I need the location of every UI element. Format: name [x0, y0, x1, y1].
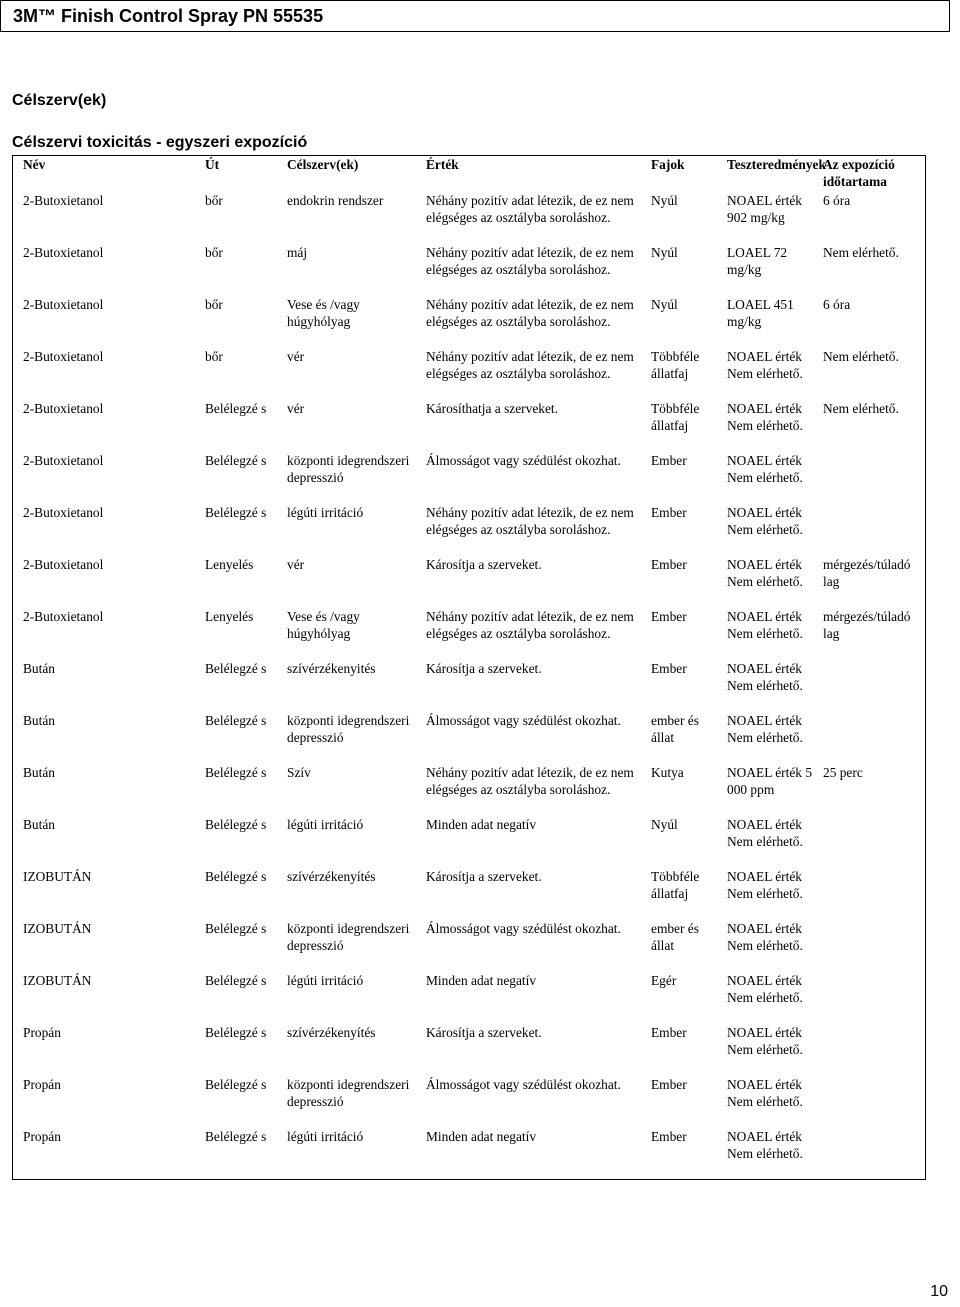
- target-organ-cell: szívérzékenyítés: [287, 1025, 376, 1040]
- page-number: 10: [930, 1283, 948, 1300]
- species-cell: Nyúl: [651, 817, 678, 832]
- substance-name-cell: Bután: [23, 765, 55, 780]
- species-cell: Ember: [651, 453, 687, 468]
- document-header: [0, 0, 950, 32]
- value-description-cell: Károsíthatja a szerveket.: [426, 401, 558, 416]
- substance-name-cell: Propán: [23, 1077, 61, 1092]
- test-result-cell: NOAEL érték Nem elérhető.: [727, 1129, 803, 1161]
- value-description-cell: Károsítja a szerveket.: [426, 661, 542, 676]
- exposure-route-cell: Belélegzé s: [205, 661, 267, 676]
- table-row: [13, 1024, 925, 1076]
- table-row: [13, 1128, 925, 1180]
- test-result-cell: NOAEL érték Nem elérhető.: [727, 1025, 803, 1057]
- species-cell: Egér: [651, 973, 677, 988]
- substance-name-cell: 2-Butoxietanol: [23, 609, 104, 624]
- target-organ-cell: központi idegrendszeri depresszió: [287, 1077, 410, 1109]
- exposure-duration-cell: Nem elérhető.: [823, 245, 899, 260]
- column-header: Az expozíció időtartama: [823, 157, 895, 189]
- species-cell: Többféle állatfaj: [651, 349, 700, 381]
- value-description-cell: Néhány pozitív adat létezik, de ez nem elégséges az osztályba soroláshoz.: [426, 349, 634, 381]
- exposure-duration-cell: 25 perc: [823, 765, 863, 780]
- column-header: Célszerv(ek): [287, 157, 359, 172]
- table-row: [13, 296, 925, 348]
- exposure-route-cell: Belélegzé s: [205, 817, 267, 832]
- species-cell: Ember: [651, 1077, 687, 1092]
- test-result-cell: NOAEL érték Nem elérhető.: [727, 921, 803, 953]
- exposure-duration-cell: [817, 816, 925, 868]
- exposure-route-cell: Lenyelés: [205, 609, 254, 624]
- exposure-duration-cell: 6 óra: [823, 193, 851, 208]
- column-header: Érték: [426, 157, 459, 172]
- exposure-duration-cell: [817, 1076, 925, 1128]
- table-row: [13, 556, 925, 608]
- exposure-route-cell: Belélegzé s: [205, 453, 267, 468]
- substance-name-cell: 2-Butoxietanol: [23, 349, 104, 364]
- table-header-row: [13, 156, 925, 192]
- species-cell: Ember: [651, 1025, 687, 1040]
- value-description-cell: Minden adat negatív: [426, 973, 537, 988]
- value-description-cell: Károsítja a szerveket.: [426, 869, 542, 884]
- test-result-cell: NOAEL érték Nem elérhető.: [727, 713, 803, 745]
- species-cell: Kutya: [651, 765, 684, 780]
- target-organ-cell: vér: [287, 401, 305, 416]
- exposure-duration-cell: [817, 920, 925, 972]
- target-organ-cell: szívérzékenyítés: [287, 869, 376, 884]
- exposure-duration-cell: [817, 712, 925, 764]
- target-organ-cell: légúti irritáció: [287, 973, 364, 988]
- column-header: Út: [205, 157, 220, 172]
- test-result-cell: NOAEL érték Nem elérhető.: [727, 973, 803, 1005]
- target-organ-cell: máj: [287, 245, 308, 260]
- exposure-duration-cell: [817, 504, 925, 556]
- test-result-cell: NOAEL érték Nem elérhető.: [727, 817, 803, 849]
- test-result-cell: NOAEL érték Nem elérhető.: [727, 453, 803, 485]
- target-organ-cell: vér: [287, 349, 305, 364]
- substance-name-cell: 2-Butoxietanol: [23, 453, 104, 468]
- value-description-cell: Álmosságot vagy szédülést okozhat.: [426, 921, 621, 936]
- test-result-cell: LOAEL 451 mg/kg: [727, 297, 794, 329]
- value-description-cell: Károsítja a szerveket.: [426, 557, 542, 572]
- value-description-cell: Néhány pozitív adat létezik, de ez nem elégséges az osztályba soroláshoz.: [426, 297, 634, 329]
- exposure-duration-cell: [817, 868, 925, 920]
- table-row: [13, 452, 925, 504]
- exposure-route-cell: Belélegzé s: [205, 1129, 267, 1144]
- test-result-cell: NOAEL érték 5 000 ppm: [727, 765, 813, 797]
- value-description-cell: Néhány pozitív adat létezik, de ez nem elégséges az osztályba soroláshoz.: [426, 245, 634, 277]
- exposure-route-cell: bőr: [205, 349, 223, 364]
- test-result-cell: NOAEL érték Nem elérhető.: [727, 349, 803, 381]
- target-organ-cell: központi idegrendszeri depresszió: [287, 453, 410, 485]
- species-cell: Többféle állatfaj: [651, 869, 700, 901]
- test-result-cell: NOAEL érték Nem elérhető.: [727, 505, 803, 537]
- value-description-cell: Néhány pozitív adat létezik, de ez nem elégséges az osztályba soroláshoz.: [426, 609, 634, 641]
- species-cell: ember és állat: [651, 713, 699, 745]
- exposure-duration-cell: Nem elérhető.: [823, 401, 899, 416]
- substance-name-cell: 2-Butoxietanol: [23, 245, 104, 260]
- document-title: 3M™ Finish Control Spray PN 55535: [13, 6, 324, 26]
- table-row: [13, 712, 925, 764]
- exposure-route-cell: Belélegzé s: [205, 869, 267, 884]
- column-header: Fajok: [651, 157, 685, 172]
- substance-name-cell: Propán: [23, 1129, 61, 1144]
- substance-name-cell: Bután: [23, 713, 55, 728]
- table-row: [13, 192, 925, 244]
- section-subheading: Célszervi toxicitás - egyszeri expozíció: [12, 134, 308, 151]
- species-cell: Ember: [651, 1129, 687, 1144]
- value-description-cell: Néhány pozitív adat létezik, de ez nem elégséges az osztályba soroláshoz.: [426, 505, 634, 537]
- toxicity-table-frame: [12, 155, 926, 1180]
- test-result-cell: NOAEL érték Nem elérhető.: [727, 1077, 803, 1109]
- target-organ-cell: vér: [287, 557, 305, 572]
- table-row: [13, 972, 925, 1024]
- target-organ-cell: szívérzékenyités: [287, 661, 376, 676]
- species-cell: Ember: [651, 609, 687, 624]
- exposure-route-cell: Belélegzé s: [205, 505, 267, 520]
- test-result-cell: NOAEL érték Nem elérhető.: [727, 609, 803, 641]
- substance-name-cell: 2-Butoxietanol: [23, 193, 104, 208]
- table-row: [13, 244, 925, 296]
- target-organ-cell: Vese és /vagy húgyhólyag: [287, 609, 360, 641]
- substance-name-cell: 2-Butoxietanol: [23, 297, 104, 312]
- species-cell: Ember: [651, 557, 687, 572]
- exposure-route-cell: Belélegzé s: [205, 765, 267, 780]
- table-row: [13, 608, 925, 660]
- exposure-route-cell: bőr: [205, 245, 223, 260]
- table-row: [13, 1076, 925, 1128]
- toxicity-table: [13, 156, 925, 1180]
- test-result-cell: NOAEL érték Nem elérhető.: [727, 869, 803, 901]
- exposure-duration-cell: 6 óra: [823, 297, 851, 312]
- exposure-route-cell: Belélegzé s: [205, 921, 267, 936]
- table-row: [13, 400, 925, 452]
- table-row: [13, 660, 925, 712]
- target-organ-cell: légúti irritáció: [287, 817, 364, 832]
- column-header: Név: [23, 157, 46, 172]
- table-row: [13, 868, 925, 920]
- substance-name-cell: IZOBUTÁN: [23, 973, 92, 988]
- target-organ-cell: légúti irritáció: [287, 1129, 364, 1144]
- table-row: [13, 504, 925, 556]
- substance-name-cell: IZOBUTÁN: [23, 921, 92, 936]
- exposure-route-cell: bőr: [205, 297, 223, 312]
- table-row: [13, 348, 925, 400]
- section-heading: Célszerv(ek): [12, 92, 107, 109]
- exposure-duration-cell: mérgezés/túladó lag: [823, 609, 911, 641]
- value-description-cell: Néhány pozitív adat létezik, de ez nem elégséges az osztályba soroláshoz.: [426, 193, 634, 225]
- exposure-route-cell: Belélegzé s: [205, 1077, 267, 1092]
- value-description-cell: Álmosságot vagy szédülést okozhat.: [426, 453, 621, 468]
- target-organ-cell: Szív: [287, 765, 311, 780]
- test-result-cell: NOAEL érték Nem elérhető.: [727, 401, 803, 433]
- species-cell: Nyúl: [651, 297, 678, 312]
- test-result-cell: LOAEL 72 mg/kg: [727, 245, 788, 277]
- value-description-cell: Néhány pozitív adat létezik, de ez nem elégséges az osztályba soroláshoz.: [426, 765, 634, 797]
- value-description-cell: Álmosságot vagy szédülést okozhat.: [426, 713, 621, 728]
- value-description-cell: Álmosságot vagy szédülést okozhat.: [426, 1077, 621, 1092]
- test-result-cell: NOAEL érték 902 mg/kg: [727, 193, 802, 225]
- value-description-cell: Minden adat negatív: [426, 1129, 537, 1144]
- species-cell: Nyúl: [651, 193, 678, 208]
- table-body: [13, 192, 925, 1180]
- substance-name-cell: 2-Butoxietanol: [23, 401, 104, 416]
- substance-name-cell: IZOBUTÁN: [23, 869, 92, 884]
- exposure-route-cell: Belélegzé s: [205, 401, 267, 416]
- value-description-cell: Minden adat negatív: [426, 817, 537, 832]
- table-row: [13, 764, 925, 816]
- exposure-route-cell: Belélegzé s: [205, 1025, 267, 1040]
- exposure-duration-cell: [817, 452, 925, 504]
- target-organ-cell: központi idegrendszeri depresszió: [287, 713, 410, 745]
- table-row: [13, 920, 925, 972]
- target-organ-cell: légúti irritáció: [287, 505, 364, 520]
- test-result-cell: NOAEL érték Nem elérhető.: [727, 557, 803, 589]
- target-organ-cell: Vese és /vagy húgyhólyag: [287, 297, 360, 329]
- species-cell: Ember: [651, 661, 687, 676]
- substance-name-cell: Bután: [23, 817, 55, 832]
- target-organ-cell: központi idegrendszeri depresszió: [287, 921, 410, 953]
- exposure-route-cell: bőr: [205, 193, 223, 208]
- target-organ-cell: endokrin rendszer: [287, 193, 384, 208]
- test-result-cell: NOAEL érték Nem elérhető.: [727, 661, 803, 693]
- species-cell: Többféle állatfaj: [651, 401, 700, 433]
- exposure-duration-cell: [817, 660, 925, 712]
- species-cell: Ember: [651, 505, 687, 520]
- species-cell: ember és állat: [651, 921, 699, 953]
- column-header: Teszteredmények: [727, 157, 826, 172]
- substance-name-cell: 2-Butoxietanol: [23, 557, 104, 572]
- species-cell: Nyúl: [651, 245, 678, 260]
- exposure-route-cell: Lenyelés: [205, 557, 254, 572]
- exposure-duration-cell: mérgezés/túladó lag: [823, 557, 911, 589]
- exposure-route-cell: Belélegzé s: [205, 973, 267, 988]
- value-description-cell: Károsítja a szerveket.: [426, 1025, 542, 1040]
- substance-name-cell: Bután: [23, 661, 55, 676]
- exposure-duration-cell: Nem elérhető.: [823, 349, 899, 364]
- substance-name-cell: 2-Butoxietanol: [23, 505, 104, 520]
- substance-name-cell: Propán: [23, 1025, 61, 1040]
- exposure-route-cell: Belélegzé s: [205, 713, 267, 728]
- table-row: [13, 816, 925, 868]
- exposure-duration-cell: [817, 1024, 925, 1076]
- exposure-duration-cell: [817, 972, 925, 1024]
- exposure-duration-cell: [817, 1128, 925, 1180]
